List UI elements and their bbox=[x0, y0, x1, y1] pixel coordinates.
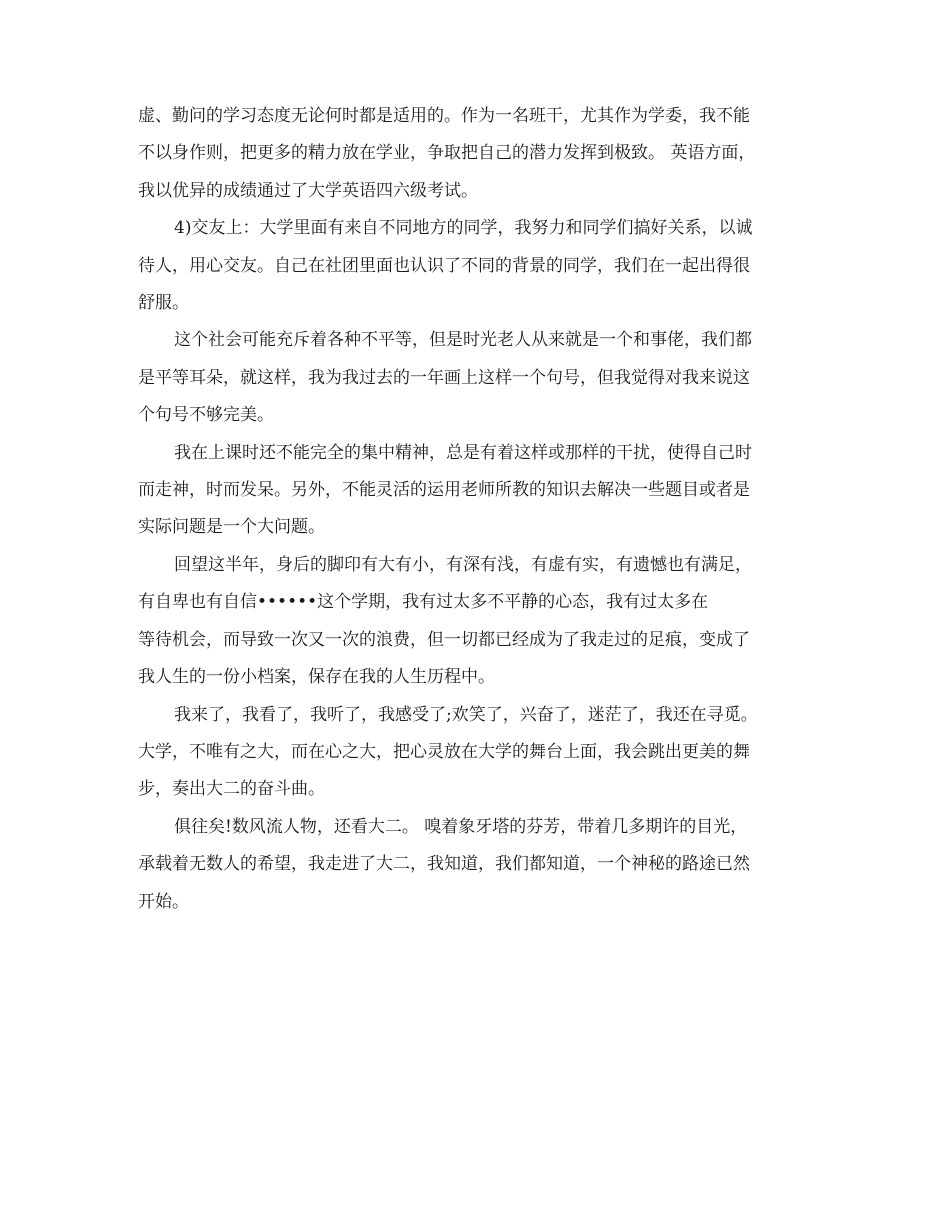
text-line: 个句号不够完美。 bbox=[138, 405, 274, 426]
paragraph-start-line: 我在上课时还不能完全的集中精神，总是有着这样或那样的干扰，使得自己时 bbox=[174, 442, 752, 463]
paragraph-start-line: 我来了，我看了，我听了，我感受了;欢笑了，兴奋了，迷茫了，我还在寻觅。 bbox=[174, 704, 758, 725]
paragraph-start-line: 4)交友上：大学里面有来自不同地方的同学，我努力和同学们搞好关系，以诚 bbox=[174, 218, 753, 239]
text-line: 等待机会，而导致一次又一次的浪费，但一切都已经成为了我走过的足痕，变成了 bbox=[138, 629, 750, 650]
document-body bbox=[138, 98, 828, 921]
paragraph-start-line: 这个社会可能充斥着各种不平等，但是时光老人从来就是一个和事佬，我们都 bbox=[174, 330, 752, 351]
text-line: 承载着无数人的希望，我走进了大二，我知道，我们都知道，一个神秘的路途已然 bbox=[138, 854, 750, 875]
paragraph-start-line: 回望这半年，身后的脚印有大有小，有深有浅，有虚有实，有遗憾也有满足， bbox=[174, 554, 752, 575]
text-line: 我人生的一份小档案，保存在我的人生历程中。 bbox=[138, 667, 495, 688]
text-line: 待人，用心交友。自己在社团里面也认识了不同的背景的同学，我们在一起出得很 bbox=[138, 255, 750, 276]
text-line: 我以优异的成绩通过了大学英语四六级考试。 bbox=[138, 180, 478, 201]
text-line: 是平等耳朵，就这样，我为我过去的一年画上这样一个句号，但我觉得对我来说这 bbox=[138, 367, 750, 388]
text-line: 而走神，时而发呆。另外，不能灵活的运用老师所教的知识去解决一些题目或者是 bbox=[138, 480, 750, 501]
text-line: 开始。 bbox=[138, 891, 189, 912]
text-line: 步，奏出大二的奋斗曲。 bbox=[138, 779, 325, 800]
paragraph-start-line: 俱往矣!数风流人物，还看大二。 嗅着象牙塔的芬芳，带着几多期许的目光， bbox=[174, 816, 748, 837]
text-line: 不以身作则，把更多的精力放在学业，争取把自己的潜力发挥到极致。 英语方面， bbox=[138, 143, 756, 164]
text-line: 虚、勤问的学习态度无论何时都是适用的。作为一名班干，尤其作为学委，我不能 bbox=[138, 106, 750, 126]
text-line: 舒服。 bbox=[138, 293, 189, 314]
text-line: 实际问题是一个大问题。 bbox=[138, 517, 325, 538]
text-line: 大学，不唯有之大，而在心之大，把心灵放在大学的舞台上面，我会跳出更美的舞 bbox=[138, 741, 750, 762]
text-line: 有自卑也有自信••••••这个学期，我有过太多不平静的心态，我有过太多在 bbox=[138, 592, 709, 613]
